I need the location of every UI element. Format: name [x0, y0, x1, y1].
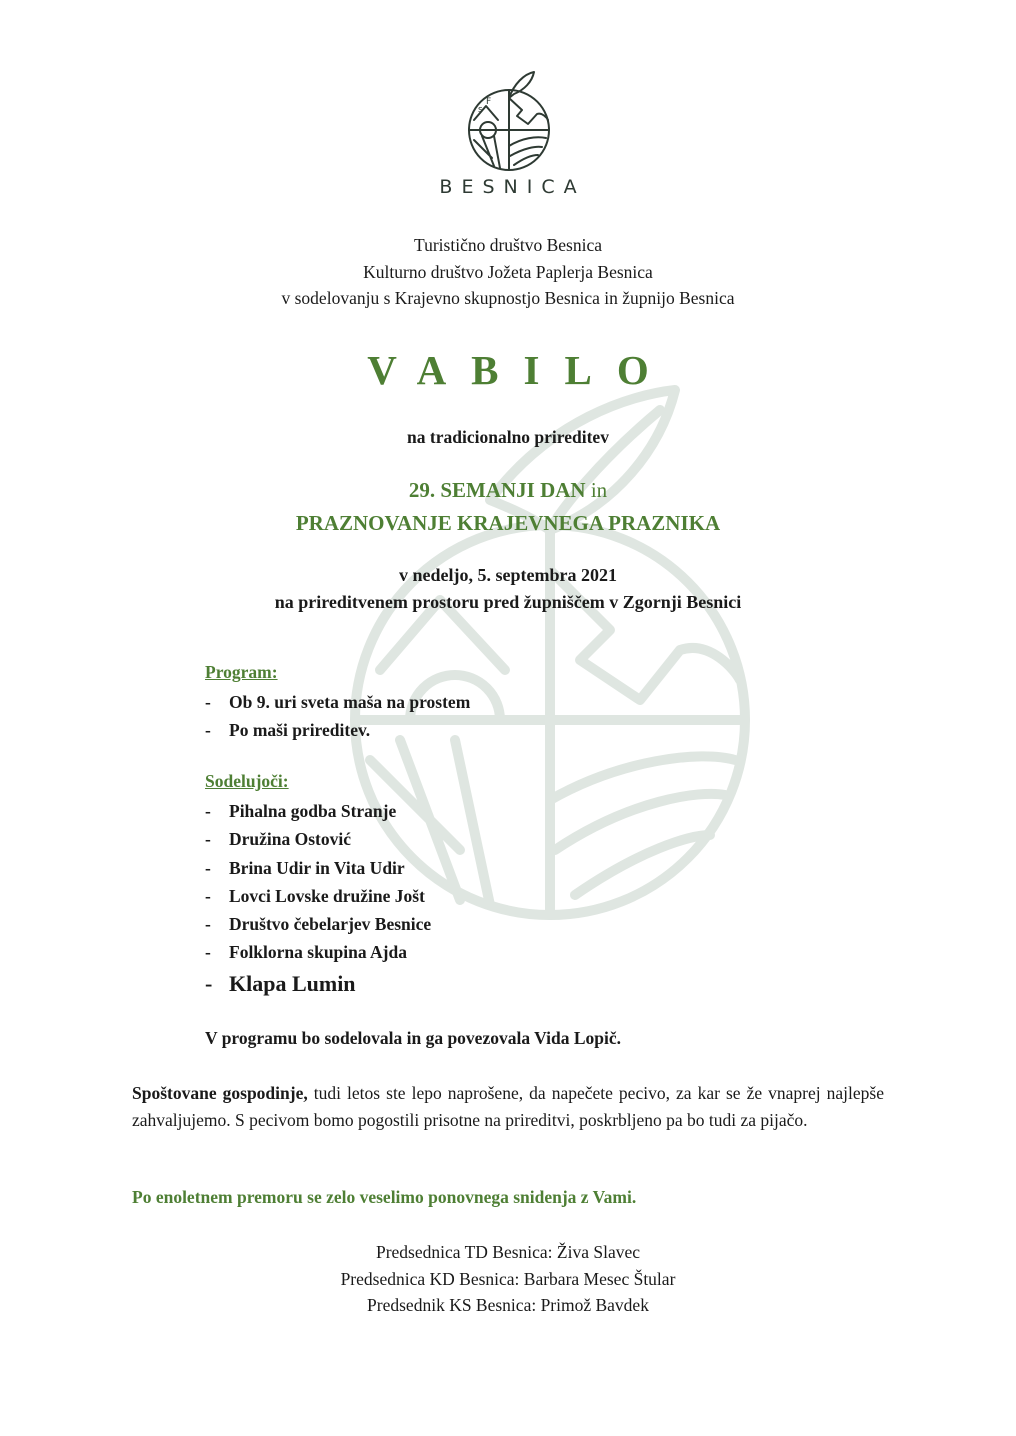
host-note: V programu bo sodelovala in ga povezovala Vida Lopič.: [205, 1028, 622, 1048]
list-item: - Družina Ostović: [205, 829, 352, 850]
page-title: VABILO: [367, 347, 674, 393]
list-item: - Društvo čebelarjev Besnice: [205, 914, 432, 935]
list-item: - Brina Udir in Vita Udir: [205, 857, 405, 878]
event-place: na prireditvenem prostoru pred župniščem v Zgornji Besnici: [274, 592, 742, 612]
signatures-block: [0, 1239, 1016, 1319]
organizer-line: v sodelovanju s Krajevno skupnostjo Besnica in župnijo Besnica: [281, 288, 735, 308]
participants-label: Sodelujoči:: [205, 771, 289, 791]
event-name: [0, 474, 1016, 540]
event-line1: 29. SEMANJI DAN: [408, 478, 586, 502]
svg-text:s: s: [478, 105, 483, 115]
organizers-block: [0, 232, 1016, 312]
subtitle: na tradicionalno prireditev: [407, 427, 609, 447]
list-item: - Pihalna godba Stranje: [205, 801, 397, 821]
event-line2: PRAZNOVANJE KRAJEVNEGA PRAZNIKA: [295, 511, 721, 535]
event-when: [0, 562, 1016, 616]
list-item: - Folklorna skupina Ajda: [205, 942, 407, 963]
participants-list: [205, 797, 431, 1001]
signature-line: Predsednica KD Besnica: Barbara Mesec Štular: [340, 1268, 676, 1289]
svg-text:F: F: [486, 97, 492, 107]
program-label: Program:: [205, 662, 278, 682]
list-item: - Ob 9. uri sveta maša na prostem: [205, 692, 471, 712]
message-paragraph: [132, 1080, 884, 1133]
list-item: - Klapa Lumin: [205, 970, 356, 996]
signature-line: Predsednik KS Besnica: Primož Bavdek: [367, 1295, 649, 1315]
message-greeting: Spoštovane gospodinje,: [132, 1083, 308, 1103]
program-list: [205, 688, 470, 745]
organizer-line: Kulturno društvo Jožeta Paplerja Besnica: [363, 261, 653, 282]
logo-wordmark: BESNICA: [439, 176, 586, 198]
closing-line: Po enoletnem premoru se zelo veselimo ponovnega snidenja z Vami.: [132, 1187, 637, 1207]
list-item: - Lovci Lovske družine Jošt: [205, 885, 425, 906]
event-date: v nedeljo, 5. septembra 2021: [399, 565, 617, 585]
event-line1-suffix: in: [585, 478, 608, 502]
besnica-apple-logo-icon: [462, 68, 556, 172]
signature-line: Predsednica TD Besnica: Živa Slavec: [375, 1242, 641, 1262]
message-text: tudi letos ste lepo naprošene, da napečete pecivo, za kar se že vnaprej najlepše zahvaljujemo. S pecivom bomo pogostili prisotne na prireditvi, poskrbljeno pa bo tudi za pijačo.: [132, 1083, 884, 1130]
list-item: - Po maši prireditev.: [205, 720, 371, 741]
organizer-line: Turistično društvo Besnica: [414, 235, 602, 255]
